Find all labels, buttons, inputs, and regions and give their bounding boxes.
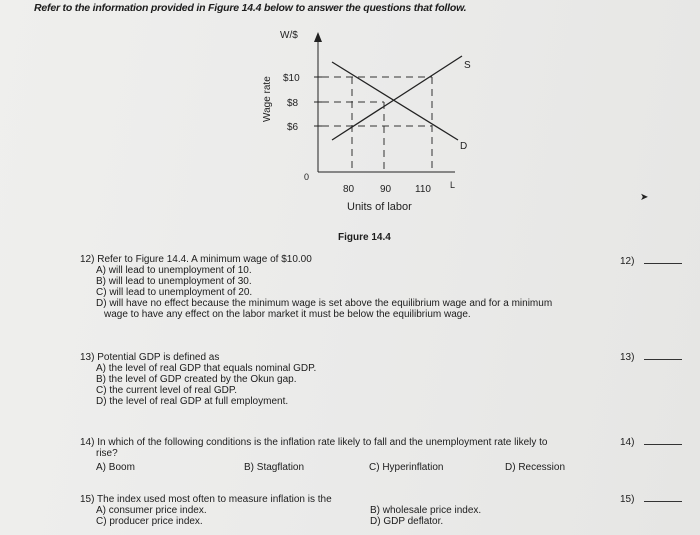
answer-line[interactable]: [644, 444, 682, 445]
y-tick-label: $10: [283, 73, 300, 84]
question-15: [80, 494, 380, 527]
x-tick-label: 110: [415, 184, 431, 195]
question-number: 12): [620, 256, 635, 267]
x-tick-label: 80: [343, 184, 355, 195]
answer-slot-13[interactable]: [620, 352, 682, 363]
option-d-continued: wage to have any effect on the labor market it must be below the equilibrium wage.: [104, 309, 471, 320]
y-axis-title: Wage rate: [262, 76, 273, 122]
option-d[interactable]: D) Recession: [505, 462, 566, 473]
question-stem: 12) Refer to Figure 14.4. A minimum wage of $10.00: [80, 254, 312, 265]
supply-curve: [332, 56, 462, 140]
option-b[interactable]: B) will lead to unemployment of 30.: [96, 276, 252, 287]
mouse-cursor-icon: ➤: [640, 192, 649, 203]
question-stem: 15) The index used most often to measure inflation is the: [80, 494, 332, 505]
answer-line[interactable]: [644, 359, 682, 360]
option-b[interactable]: B) the level of GDP created by the Okun gap.: [96, 374, 297, 385]
question-stem: 14) In which of the following conditions is the inflation rate likely to fall and the unemployment rate likely to: [80, 437, 548, 448]
x-unit-label: L: [450, 180, 456, 190]
question-number: 13): [620, 352, 635, 363]
option-a[interactable]: A) consumer price index.: [96, 505, 207, 516]
option-d[interactable]: D) the level of real GDP at full employment.: [96, 396, 289, 407]
figure-caption: Figure 14.4: [338, 232, 391, 243]
option-c[interactable]: C) will lead to unemployment of 20.: [96, 287, 253, 298]
option-c[interactable]: C) Hyperinflation: [369, 462, 444, 473]
question-14: [80, 437, 600, 459]
question-number: 15): [620, 494, 635, 505]
x-tick-label: 90: [380, 184, 392, 195]
option-a[interactable]: A) the level of real GDP that equals nominal GDP.: [96, 363, 317, 374]
option-a[interactable]: A) will lead to unemployment of 10.: [96, 265, 252, 276]
x-axis-title: Units of labor: [347, 201, 412, 213]
option-a[interactable]: A) Boom: [96, 462, 135, 473]
y-axis-arrow: [314, 32, 322, 42]
labor-market-figure: [250, 22, 490, 222]
question-stem-continued: rise?: [96, 448, 118, 459]
answer-slot-15[interactable]: [620, 494, 682, 505]
question-number: 14): [620, 437, 635, 448]
question-13: [80, 352, 580, 407]
y-tick-label: $6: [287, 122, 299, 133]
y-unit-label: W/$: [280, 30, 298, 41]
answer-line[interactable]: [644, 501, 682, 502]
option-d[interactable]: D) GDP deflator.: [370, 516, 444, 527]
y-tick-label: $8: [287, 98, 299, 109]
option-b[interactable]: B) Stagflation: [244, 462, 305, 473]
question-stem: 13) Potential GDP is defined as: [80, 352, 220, 363]
option-b[interactable]: B) wholesale price index.: [370, 505, 482, 516]
answer-line[interactable]: [644, 263, 682, 264]
supply-curve-label: S: [464, 60, 471, 71]
answer-slot-14[interactable]: [620, 437, 682, 448]
instructions: Refer to the information provided in Figure 14.4 below to answer the questions that follow.: [34, 2, 467, 14]
demand-curve-label: D: [460, 141, 468, 152]
option-c[interactable]: C) producer price index.: [96, 516, 203, 527]
option-c[interactable]: C) the current level of real GDP.: [96, 385, 237, 396]
origin-label: 0: [304, 172, 310, 182]
option-d[interactable]: D) will have no effect because the minimum wage is set above the equilibrium wage and for a minimum: [96, 298, 553, 309]
answer-slot-12[interactable]: [620, 256, 682, 267]
question-12: [80, 254, 610, 320]
